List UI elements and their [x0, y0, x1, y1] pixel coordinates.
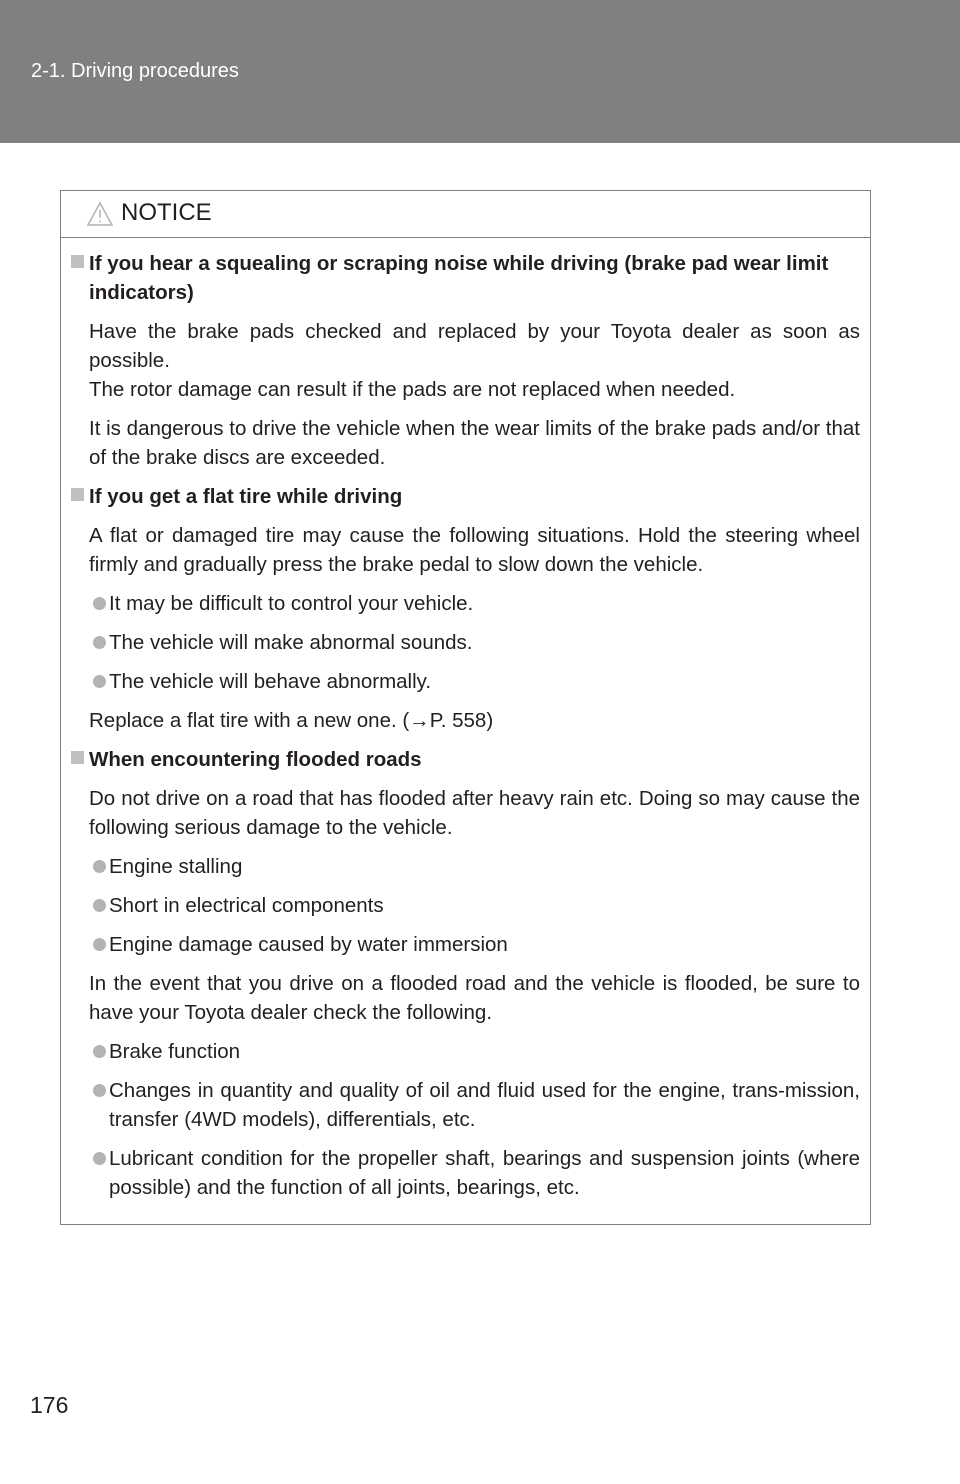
notice-box	[60, 190, 871, 1225]
section-title: 2-1. Driving procedures	[31, 60, 239, 82]
list-item: It may be difficult to control your vehicle.	[61, 589, 870, 618]
list-item: Brake function	[61, 1037, 870, 1066]
bullet-dot-icon	[93, 1045, 106, 1058]
bullet-dot-icon	[93, 675, 106, 688]
paragraph: Do not drive on a road that has flooded after heavy rain etc. Doing so may cause the following serious damage to the vehicle.	[89, 787, 860, 839]
bullet-dot-icon	[93, 1152, 106, 1165]
list-item: The vehicle will make abnormal sounds.	[61, 628, 870, 657]
page-number: 176	[30, 1392, 69, 1418]
page-header	[0, 0, 960, 143]
bullet-dot-icon	[93, 899, 106, 912]
square-bullet-icon	[71, 488, 84, 501]
list-item: Lubricant condition for the propeller shaft, bearings and suspension joints (where possible) and the function of all joints, bearings, etc.	[61, 1144, 870, 1202]
notice-header	[61, 191, 870, 238]
paragraph: Replace a flat tire with a new one. (→P. 558)	[89, 709, 494, 732]
bullet-dot-icon	[93, 636, 106, 649]
paragraph: A flat or damaged tire may cause the following situations. Hold the steering wheel firmly and gradually press the brake pedal to slow down the vehicle.	[89, 524, 860, 576]
paragraph: It is dangerous to drive the vehicle when the wear limits of the brake pads and/or that of the brake discs are exceeded.	[89, 417, 860, 469]
bullet-dot-icon	[93, 860, 106, 873]
list-item: Changes in quantity and quality of oil and fluid used for the engine, trans-mission, transfer (4WD models), differentials, etc.	[61, 1076, 870, 1134]
bullet-dot-icon	[93, 597, 106, 610]
bullet-dot-icon	[93, 938, 106, 951]
square-bullet-icon	[71, 751, 84, 764]
notice-title: NOTICE	[121, 199, 212, 226]
paragraph: In the event that you drive on a flooded road and the vehicle is flooded, be sure to have your Toyota dealer check the following.	[89, 972, 860, 1024]
list-item: Engine damage caused by water immersion	[61, 930, 870, 959]
bullet-dot-icon	[93, 1084, 106, 1097]
list-item: Engine stalling	[61, 852, 870, 881]
list-item: Short in electrical components	[61, 891, 870, 920]
warning-triangle-icon	[87, 202, 113, 226]
list-item: The vehicle will behave abnormally.	[61, 667, 870, 696]
paragraph: Have the brake pads checked and replaced by your Toyota dealer as soon as possible. The rotor damage can result if the pads are not replaced when needed.	[89, 320, 860, 401]
section-heading: When encountering flooded roads	[61, 745, 870, 774]
section-heading: If you hear a squealing or scraping noise while driving (brake pad wear limit indicators)	[61, 249, 870, 307]
notice-content	[61, 249, 870, 1212]
square-bullet-icon	[71, 255, 84, 268]
section-heading: If you get a flat tire while driving	[61, 482, 870, 511]
